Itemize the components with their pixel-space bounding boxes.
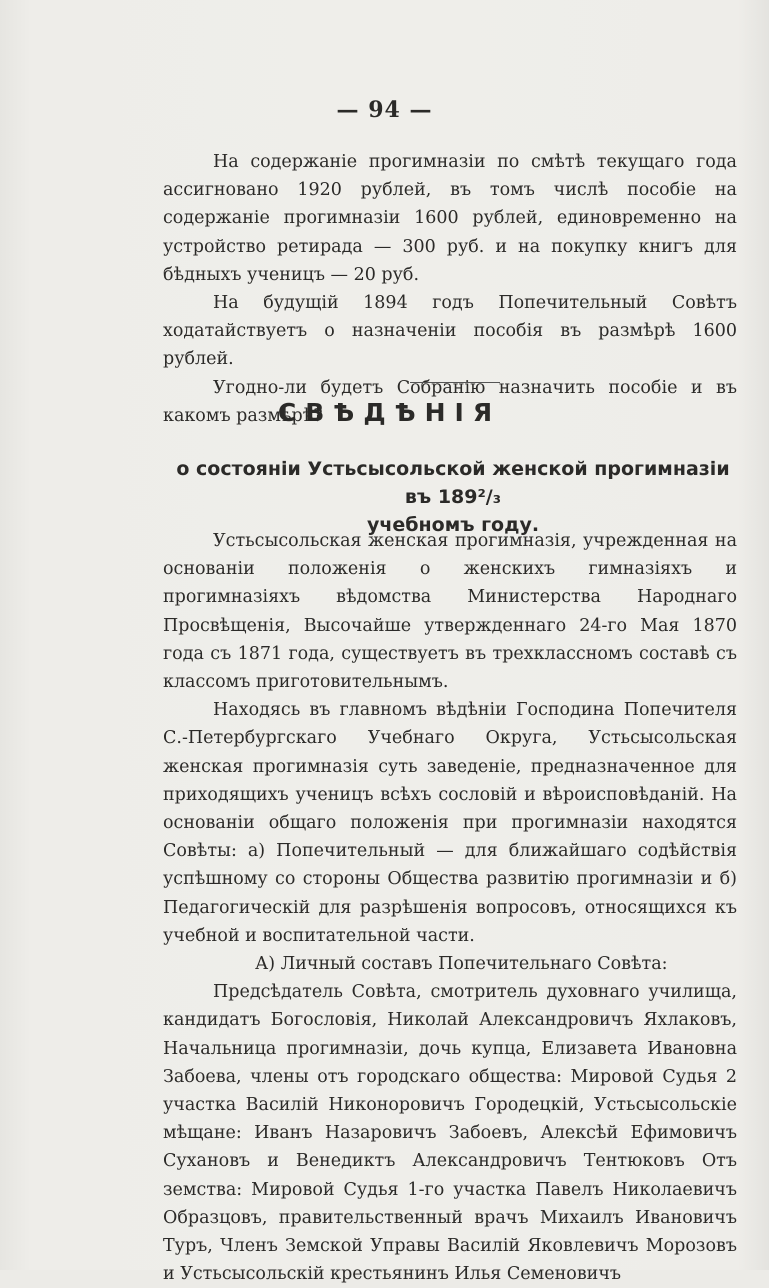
paragraph-council-members: Предсѣдатель Совѣта, смотритель духовнаго училища, кандидатъ Богословія, Николай Александровичъ Яхлаковъ, Начальница прогимназіи, дочь купца, Елизавета Ивановна Забоева, члены отъ городскаго общества: Мировой Судья 2 участка Василій Никоноровичъ Городецкій, Устьсысольскіе мѣщане: Иванъ Назаровичъ Забоевъ, Алексѣй Ефимовичъ Сухановъ и Венедиктъ Александровичъ Тентюковъ Отъ земства: Мировой Судья 1-го участка Павелъ Николаевичъ Образцовъ, правительственный врачъ Михаилъ Ивановичъ Туръ, Членъ Земской Управы Василій Яковлевичъ Морозовъ и Устьсысольскій крестьянинъ Илья Семеновичъ	[163, 982, 737, 1285]
paragraph-question: Угодно-ли будетъ Собранію назначить пособіе и въ какомъ размѣрѣ?	[163, 377, 737, 426]
paragraph-administration: Находясь въ главномъ вѣдѣніи Господина Попечителя С.-Петербургскаго Учебнаго Округа, Устьсысольская женская прогимназія суть заведеніе, предназначенное для приходящихъ ученицъ всѣхъ сословій и вѣроисповѣданій. На основаніи общаго положенія при прогимназіи находятся Совѣты: а) Попечительный — для ближайшаго содѣйствія успѣшному со стороны Общества развитію прогимназіи и б) Педагогическій для разрѣшенія вопросовъ, относящихся къ учебной и воспитательной части.	[163, 700, 737, 946]
subheading-line-2: учебномъ году.	[366, 514, 540, 536]
report-section	[163, 527, 737, 1288]
paragraph-founding: Устьсысольская женская прогимназія, учрежденная на основаніи положенія о женскихъ гимназіяхъ и прогимназіяхъ вѣдомства Министерства Народнаго Просвѣщенія, Высочайше утвержденнаго 24-го Мая 1870 года съ 1871 года, существуетъ въ трехклассномъ составѣ съ классомъ приготовительнымъ.	[163, 531, 737, 693]
section-heading: СВѢДѢНІЯ	[277, 398, 502, 427]
council-section-title: А) Личный составъ Попечительнаго Совѣта:	[255, 954, 668, 975]
subheading-line-1: о состояніи Устьсысольской женской прогимназіи въ 189²/₃	[176, 458, 730, 508]
section-divider	[410, 382, 500, 383]
budget-section	[163, 148, 737, 430]
paragraph-request: На будущій 1894 годъ Попечительный Совѣтъ ходатайствуетъ о назначеніи пособія въ размѣрѣ 1600 рублей.	[163, 293, 737, 370]
page-number: — 94 —	[336, 97, 433, 123]
paragraph-budget: На содержаніе прогимназіи по смѣтѣ текущаго года ассигновано 1920 рублей, въ томъ числѣ пособіе на содержаніе прогимназіи 1600 рублей, единовременно на устройство ретирада — 300 руб. и на покупку книгъ для бѣдныхъ ученицъ — 20 руб.	[163, 152, 737, 285]
